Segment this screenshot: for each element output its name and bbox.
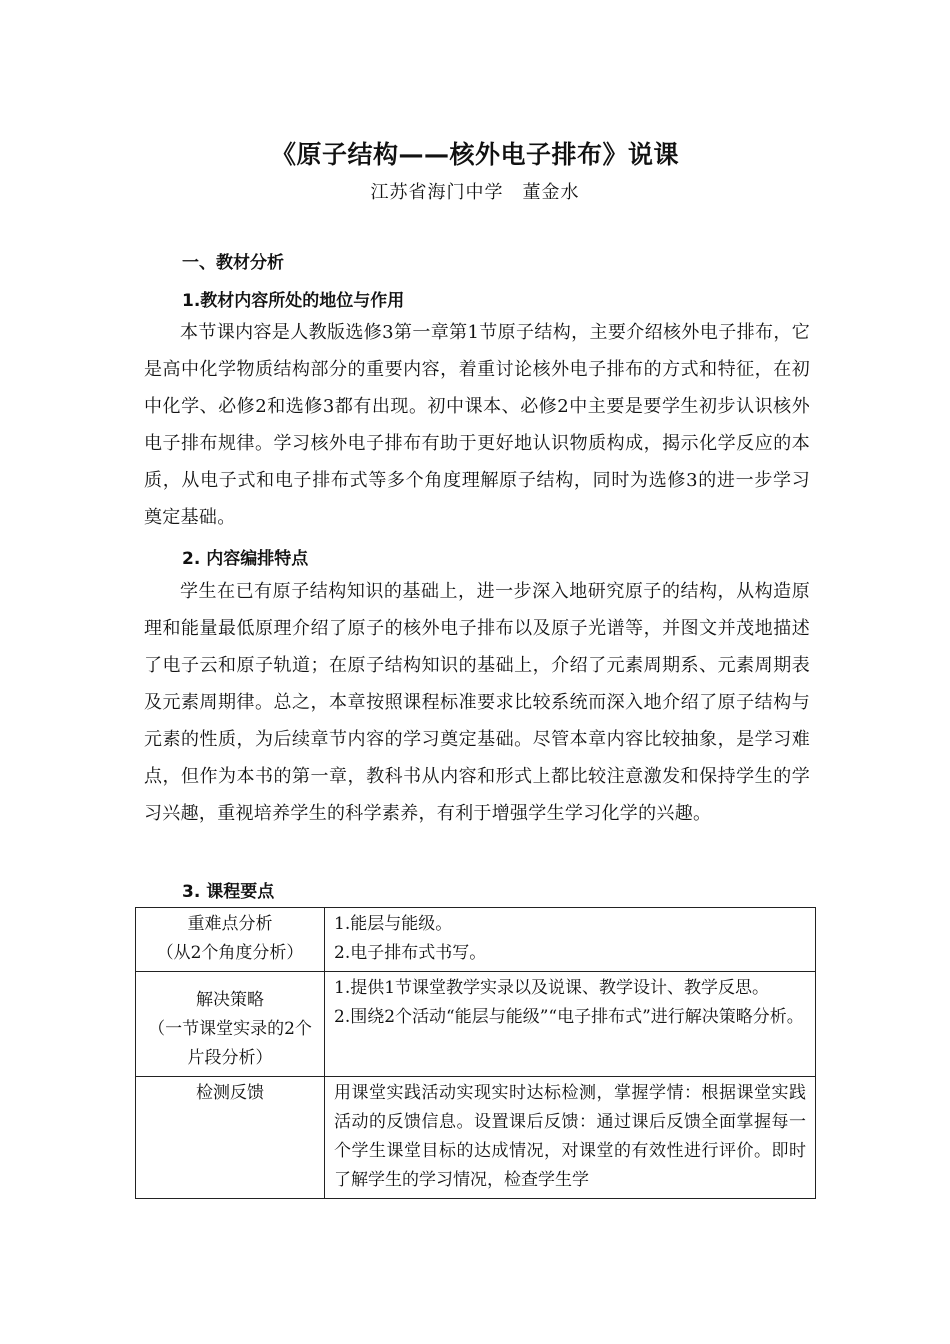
cell-text: 2.电子排布式书写。 xyxy=(334,943,487,963)
table-cell-value xyxy=(325,1077,816,1199)
cell-text: （一节课堂实录的2个片段分析） xyxy=(148,1019,312,1068)
subsection-heading-position-role: 1.教材内容所处的地位与作用 xyxy=(182,291,405,311)
cell-text: 检测反馈 xyxy=(196,1083,264,1103)
table-cell-key xyxy=(136,908,325,972)
subsection-heading-course-points: 3. 课程要点 xyxy=(182,882,275,902)
cell-text: 用课堂实践活动实现实时达标检测，掌握学情：根据课堂实践活动的反馈信息。设置课后反馈：通过课后反馈全面掌握每一个学生课堂目标的达成情况，对课堂的有效性进行评价。即时了解学生的学习情况，检查学生学 xyxy=(334,1083,806,1190)
table-cell-key xyxy=(136,972,325,1077)
cell-text: 1.提供1节课堂教学实录以及说课、教学设计、教学反思。 xyxy=(334,978,770,998)
paragraph-position-role: 本节课内容是人教版选修3第一章第1节原子结构，主要介绍核外电子排布，它是高中化学物质结构部分的重要内容，着重讨论核外电子排布的方式和特征，在初中化学、必修2和选修3都有出现。初中课本、必修2中主要是要学生初步认识核外电子排布规律。学习核外电子排布有助于更好地认识物质构成，揭示化学反应的本质，从电子式和电子排布式等多个角度理解原子结构，同时为选修3的进一步学习奠定基础。 xyxy=(144,322,810,528)
table-cell-value xyxy=(325,908,816,972)
table-cell-value xyxy=(325,972,816,1077)
cell-text: 解决策略 xyxy=(196,990,264,1010)
table-row xyxy=(136,972,816,1077)
cell-text: 1.能层与能级。 xyxy=(334,914,453,934)
document-title: 《原子结构——核外电子排布》说课 xyxy=(270,140,679,169)
subsection-heading-layout-features: 2. 内容编排特点 xyxy=(182,549,309,569)
cell-text: 重难点分析 xyxy=(187,914,273,934)
course-points-table xyxy=(135,907,816,1199)
author-line: 江苏省海门中学 董金水 xyxy=(370,182,580,203)
table-row xyxy=(136,908,816,972)
table-cell-key xyxy=(136,1077,325,1199)
cell-text: 2.围绕2个活动“能层与能级”“电子排布式”进行解决策略分析。 xyxy=(334,1007,804,1027)
cell-text: （从2个角度分析） xyxy=(156,943,304,963)
paragraph-layout-features: 学生在已有原子结构知识的基础上，进一步深入地研究原子的结构，从构造原理和能量最低原理介绍了原子的核外电子排布以及原子光谱等，并图文并茂地描述了电子云和原子轨道；在原子结构知识的基础上，介绍了元素周期系、元素周期表及元素周期律。总之，本章按照课程标准要求比较系统而深入地介绍了原子结构与元素的性质，为后续章节内容的学习奠定基础。尽管本章内容比较抽象，是学习难点，但作为本书的第一章，教科书从内容和形式上都比较注意激发和保持学生的学习兴趣，重视培养学生的科学素养，有利于增强学生学习化学的兴趣。 xyxy=(144,581,810,824)
section-heading-textbook-analysis: 一、教材分析 xyxy=(182,253,284,273)
table-row xyxy=(136,1077,816,1199)
